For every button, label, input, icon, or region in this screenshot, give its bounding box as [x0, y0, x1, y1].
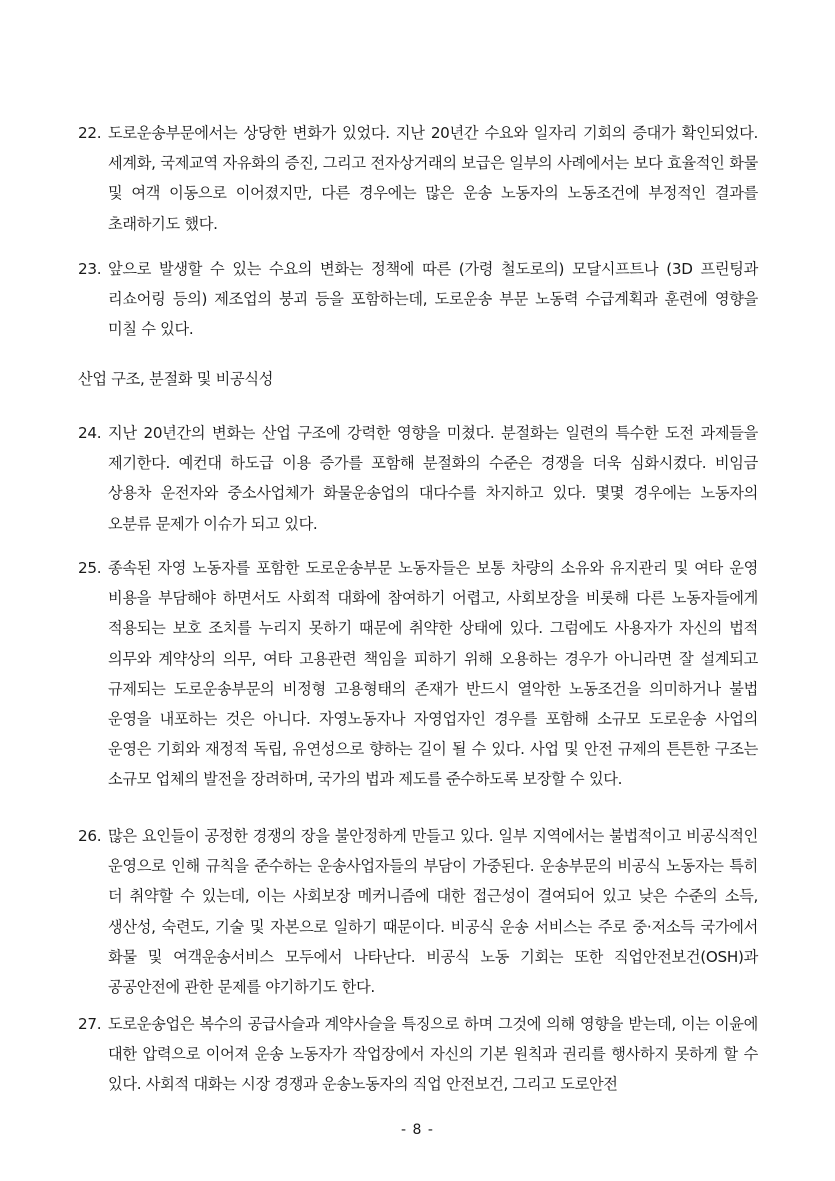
paragraph-22: [78, 118, 758, 239]
paragraph-number: 25.: [78, 559, 102, 577]
section-heading: 산업 구조, 분절화 및 비공식성: [78, 370, 274, 388]
paragraph-26: [78, 821, 758, 1002]
paragraph-number: 26.: [78, 827, 102, 845]
paragraph-text: 도로운송업은 복수의 공급사슬과 계약사슬을 특징으로 하며 그것에 의해 영향을 받는데, 이는 이윤에 대한 압력으로 이어져 운송 노동자가 작업장에서 자신의 기본 원칙과 권리를 행사하지 못하게 할 수 있다. 사회적 대화는 시장 경쟁과 운송노동자의 직업 안전보건, 그리고 도로안전: [108, 1015, 758, 1094]
paragraph-text: 종속된 자영 노동자를 포함한 도로운송부문 노동자들은 보통 차량의 소유와 유지관리 및 여타 운영 비용을 부담해야 하면서도 사회적 대화에 참여하기 어렵고, 사회보장을 비롯해 다른 노동자들에게 적용되는 보호 조치를 누리지 못하기 때문에 취약한 상태에 있다. 그럼에도 사용자가 자신의 법적 의무와 계약상의 의무, 여타 고용관련 책임을 피하기 위해 오용하는 경우가 아니라면 잘 설계되고 규제되는 도로운송부문의 비정형 고용형태의 존재가 반드시 열악한 노동조건을 의미하거나 불법 운영을 내포하는 것은 아니다. 자영노동자나 자영업자인 경우를 포함해 소규모 도로운송 사업의 운영은 기회와 재정적 독립, 유연성으로 향하는 길이 될 수 있다. 사업 및 안전 규제의 튼튼한 구조는 소규모 업체의 발전을 장려하며, 국가의 법과 제도를 준수하도록 보장할 수 있다.: [108, 559, 758, 789]
paragraph-text: 지난 20년간의 변화는 산업 구조에 강력한 영향을 미쳤다. 분절화는 일련의 특수한 도전 과제들을 제기한다. 예컨대 하도급 이용 증가를 포함해 분절화의 수준은 경쟁을 더욱 심화시켰다. 비임금 상용차 운전자와 중소사업체가 화물운송업의 대다수를 차지하고 있다. 몇몇 경우에는 노동자의 오분류 문제가 이슈가 되고 있다.: [108, 424, 758, 533]
paragraph-number: 22.: [78, 124, 102, 142]
paragraph-27: [78, 1009, 758, 1100]
paragraph-text: 앞으로 발생할 수 있는 수요의 변화는 정책에 따른 (가령 철도로의) 모달시프트나 (3D 프린팅과 리쇼어링 등의) 제조업의 붕괴 등을 포함하는데, 도로운송 부문 노동력 수급계획과 훈련에 영향을 미칠 수 있다.: [108, 260, 758, 339]
paragraph-24: [78, 418, 758, 539]
paragraph-number: 27.: [78, 1015, 102, 1033]
paragraph-text: 많은 요인들이 공정한 경쟁의 장을 불안정하게 만들고 있다. 일부 지역에서는 불법적이고 비공식적인 운영으로 인해 규칙을 준수하는 운송사업자들의 부담이 가중된다. 운송부문의 비공식 노동자는 특히 더 취약할 수 있는데, 이는 사회보장 메커니즘에 대한 접근성이 결여되어 있고 낮은 수준의 소득, 생산성, 숙련도, 기술 및 자본으로 일하기 때문이다. 비공식 운송 서비스는 주로 중·저소득 국가에서 화물 및 여객운송서비스 모두에서 나타난다. 비공식 노동 기회는 또한 직업안전보건(OSH)과 공공안전에 관한 문제를 야기하기도 한다.: [108, 827, 758, 997]
paragraph-number: 23.: [78, 260, 102, 278]
paragraph-number: 24.: [78, 424, 102, 442]
paragraph-text: 도로운송부문에서는 상당한 변화가 있었다. 지난 20년간 수요와 일자리 기회의 증대가 확인되었다. 세계화, 국제교역 자유화의 증진, 그리고 전자상거래의 보급은 일부의 사례에서는 보다 효율적인 화물 및 여객 이동으로 이어졌지만, 다른 경우에는 많은 운송 노동자의 노동조건에 부정적인 결과를 초래하기도 했다.: [108, 124, 758, 233]
paragraph-23: [78, 254, 758, 345]
paragraph-25: [78, 553, 758, 795]
page-number: - 8 -: [401, 1122, 434, 1138]
